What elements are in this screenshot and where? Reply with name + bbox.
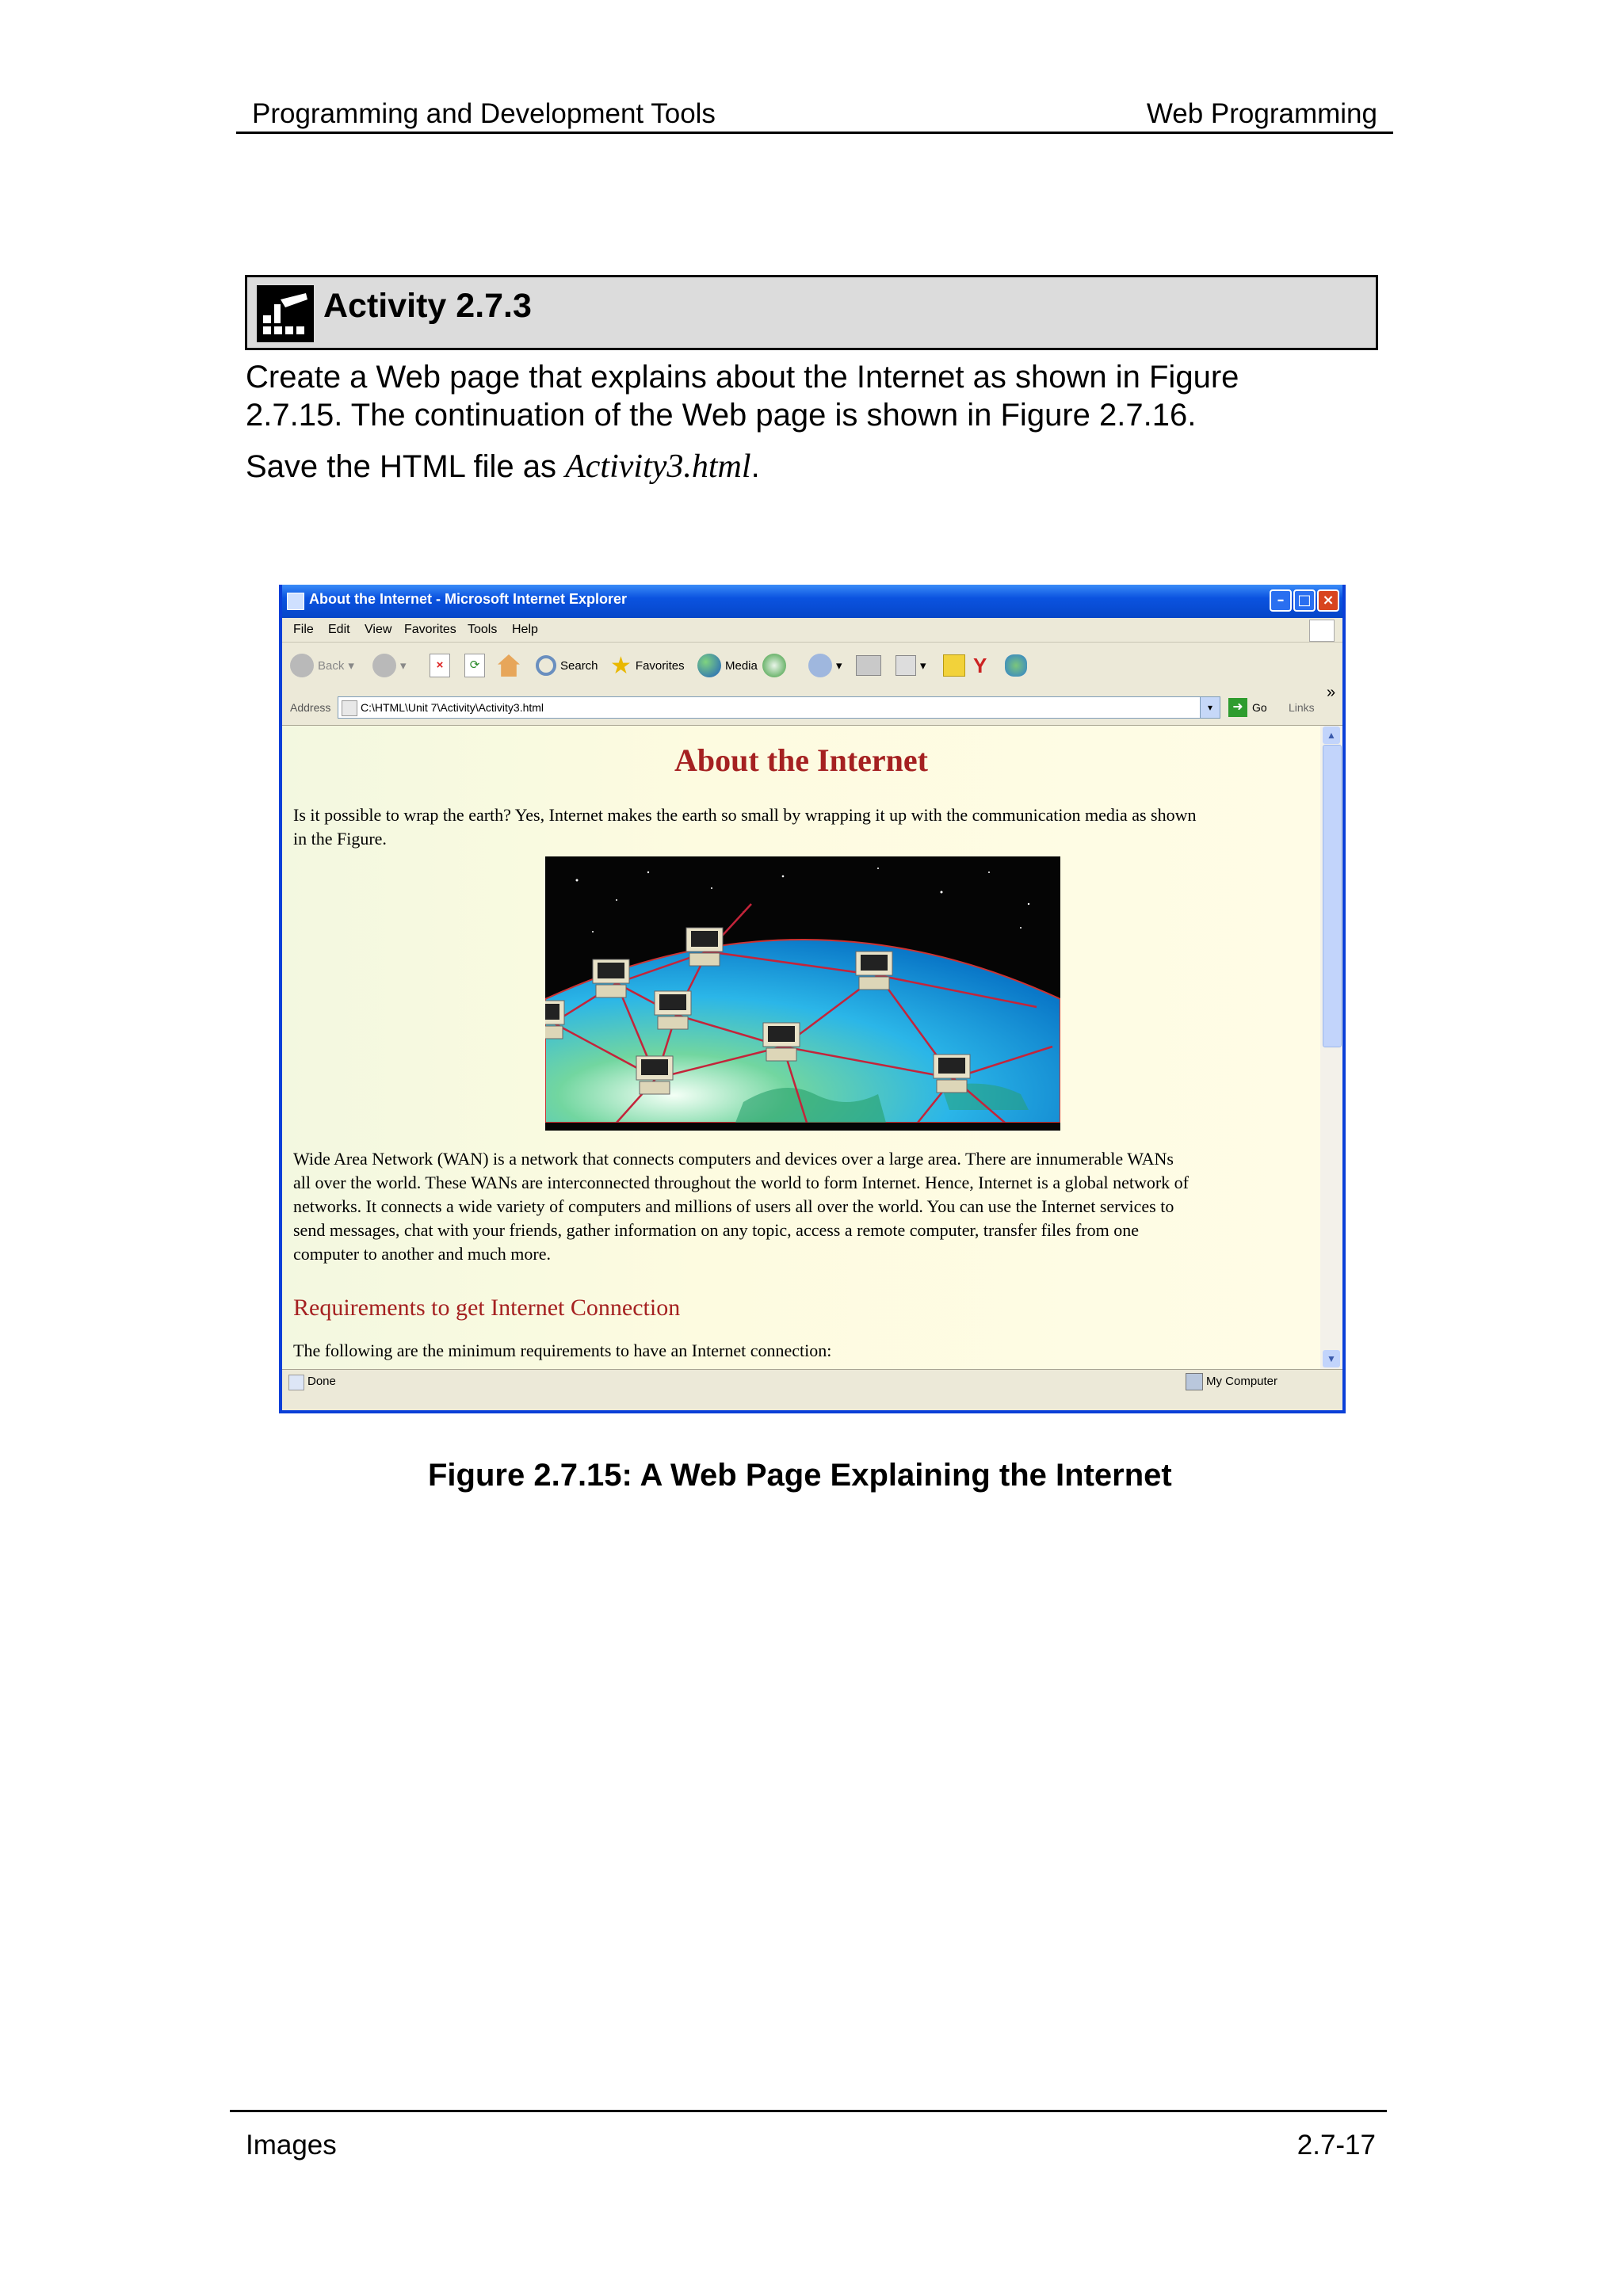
home-button[interactable] <box>498 652 520 679</box>
note-icon <box>943 654 965 677</box>
windows-logo-icon <box>1309 620 1335 642</box>
save-prefix: Save the HTML file as <box>246 449 566 484</box>
go-label: Go <box>1252 701 1267 714</box>
internet-globe-image <box>545 856 1060 1131</box>
stop-button[interactable] <box>430 652 450 679</box>
wan-line: networks. It connects a wide variety of computers and millions of users all over the world. You can use the Internet services to <box>293 1196 1174 1216</box>
address-dropdown-icon[interactable]: ▾ <box>1200 697 1220 718</box>
ie-page-icon <box>287 593 304 610</box>
page-status-icon <box>288 1375 304 1390</box>
webpage-heading: About the Internet <box>674 742 928 778</box>
activity-box <box>245 275 1378 350</box>
stop-icon: × <box>430 654 450 677</box>
scroll-down-icon[interactable]: ▼ <box>1323 1350 1340 1367</box>
star-icon: ★ <box>610 652 632 679</box>
activity-title: Activity 2.7.3 <box>323 287 532 325</box>
printer-icon <box>856 655 881 676</box>
status-zone: My Computer <box>1206 1375 1278 1388</box>
intro-line: Is it possible to wrap the earth? Yes, Internet makes the earth so small by wrapping it up with the communication media as shown <box>293 805 1197 825</box>
forward-arrow-icon <box>372 654 396 677</box>
scroll-up-icon[interactable]: ▲ <box>1323 727 1340 744</box>
toolbar-overflow-icon[interactable]: » <box>1327 684 1336 701</box>
edit-button[interactable]: ▾ <box>896 652 926 679</box>
address-label: Address <box>290 701 331 714</box>
discuss-button[interactable] <box>943 652 965 679</box>
window-title: About the Internet - Microsoft Internet Explorer <box>309 591 628 607</box>
wan-paragraph <box>293 1147 1316 1266</box>
menu-file[interactable]: File <box>293 623 314 636</box>
my-computer-icon <box>1186 1373 1203 1390</box>
research-icon: Y <box>973 653 987 677</box>
edit-icon <box>896 655 916 676</box>
activity-text-line1: Create a Web page that explains about the Internet as shown in Figure <box>246 360 1239 395</box>
address-input[interactable] <box>338 696 1220 719</box>
wan-line: send messages, chat with your friends, gather information on any topic, access a remote computer, transfer files from one <box>293 1220 1139 1240</box>
webpage-content <box>282 726 1320 1369</box>
mail-icon <box>808 654 832 677</box>
intro-line: in the Figure. <box>293 829 387 849</box>
scroll-thumb[interactable] <box>1323 745 1342 1047</box>
research-button[interactable] <box>973 652 987 679</box>
menu-bar <box>282 618 1342 643</box>
requirements-heading: Requirements to get Internet Connection <box>293 1295 681 1321</box>
status-bar <box>282 1369 1342 1411</box>
media-label: Media <box>725 658 758 673</box>
header-rule <box>236 132 1393 134</box>
menu-edit[interactable]: Edit <box>328 623 350 636</box>
header-left: Programming and Development Tools <box>252 98 716 129</box>
menu-help[interactable]: Help <box>512 623 538 636</box>
status-text: Done <box>307 1375 336 1388</box>
title-bar <box>282 585 1342 618</box>
forward-button[interactable]: ▾ <box>372 652 407 679</box>
save-suffix: . <box>750 449 760 484</box>
footer-left: Images <box>246 2130 337 2161</box>
messenger-icon <box>1005 654 1027 677</box>
refresh-button[interactable] <box>464 652 485 679</box>
refresh-icon: ⟳ <box>464 654 485 677</box>
close-button[interactable]: × <box>1317 589 1339 612</box>
search-button[interactable] <box>536 652 598 679</box>
footer-rule <box>230 2110 1387 2112</box>
back-button[interactable]: Back ▾ <box>290 652 354 679</box>
page-icon <box>342 700 357 716</box>
vertical-scrollbar[interactable] <box>1320 726 1342 1369</box>
history-button[interactable] <box>762 652 786 679</box>
activity-icon <box>257 285 314 342</box>
print-button[interactable] <box>856 652 881 679</box>
activity-text-line2: 2.7.15. The continuation of the Web page is shown in Figure 2.7.16. <box>246 398 1197 433</box>
menu-view[interactable]: View <box>365 623 392 636</box>
header-right: Web Programming <box>1146 98 1377 129</box>
mail-button[interactable]: ▾ <box>808 652 842 679</box>
media-button[interactable] <box>697 652 758 679</box>
media-globe-icon <box>697 654 721 677</box>
toolbar <box>282 642 1342 691</box>
messenger-button[interactable] <box>1005 652 1027 679</box>
maximize-button[interactable]: □ <box>1293 589 1316 612</box>
links-label[interactable]: Links <box>1289 701 1315 714</box>
go-arrow-icon: ➜ <box>1228 698 1247 717</box>
back-arrow-icon <box>290 654 314 677</box>
address-value: C:\HTML\Unit 7\Activity\Activity3.html <box>361 701 544 714</box>
favorites-label: Favorites <box>635 658 685 673</box>
browser-window <box>279 585 1346 1413</box>
figure-caption: Figure 2.7.15: A Web Page Explaining the Internet <box>428 1458 1172 1493</box>
history-icon <box>762 654 786 677</box>
home-icon <box>498 654 520 677</box>
wan-line: all over the world. These WANs are interconnected throughout the world to form Internet. Hence, Internet is a global network of <box>293 1173 1189 1192</box>
save-instruction <box>246 448 760 486</box>
search-icon <box>536 655 556 676</box>
back-label: Back <box>318 658 345 673</box>
minimize-button[interactable]: – <box>1270 589 1292 612</box>
wan-line: computer to another and much more. <box>293 1244 552 1264</box>
address-bar <box>282 684 1342 726</box>
search-label: Search <box>560 658 598 673</box>
save-filename: Activity3.html <box>565 448 751 485</box>
menu-tools[interactable]: Tools <box>468 623 498 636</box>
intro-paragraph <box>293 803 1316 851</box>
footer-page-number: 2.7-17 <box>1296 2130 1376 2161</box>
wan-line: Wide Area Network (WAN) is a network that connects computers and devices over a large area. There are innumerable WANs <box>293 1149 1174 1169</box>
go-button[interactable] <box>1228 698 1267 717</box>
favorites-button[interactable] <box>610 652 685 679</box>
requirements-text: The following are the minimum requirements to have an Internet connection: <box>293 1341 832 1360</box>
menu-favorites[interactable]: Favorites <box>404 623 456 636</box>
